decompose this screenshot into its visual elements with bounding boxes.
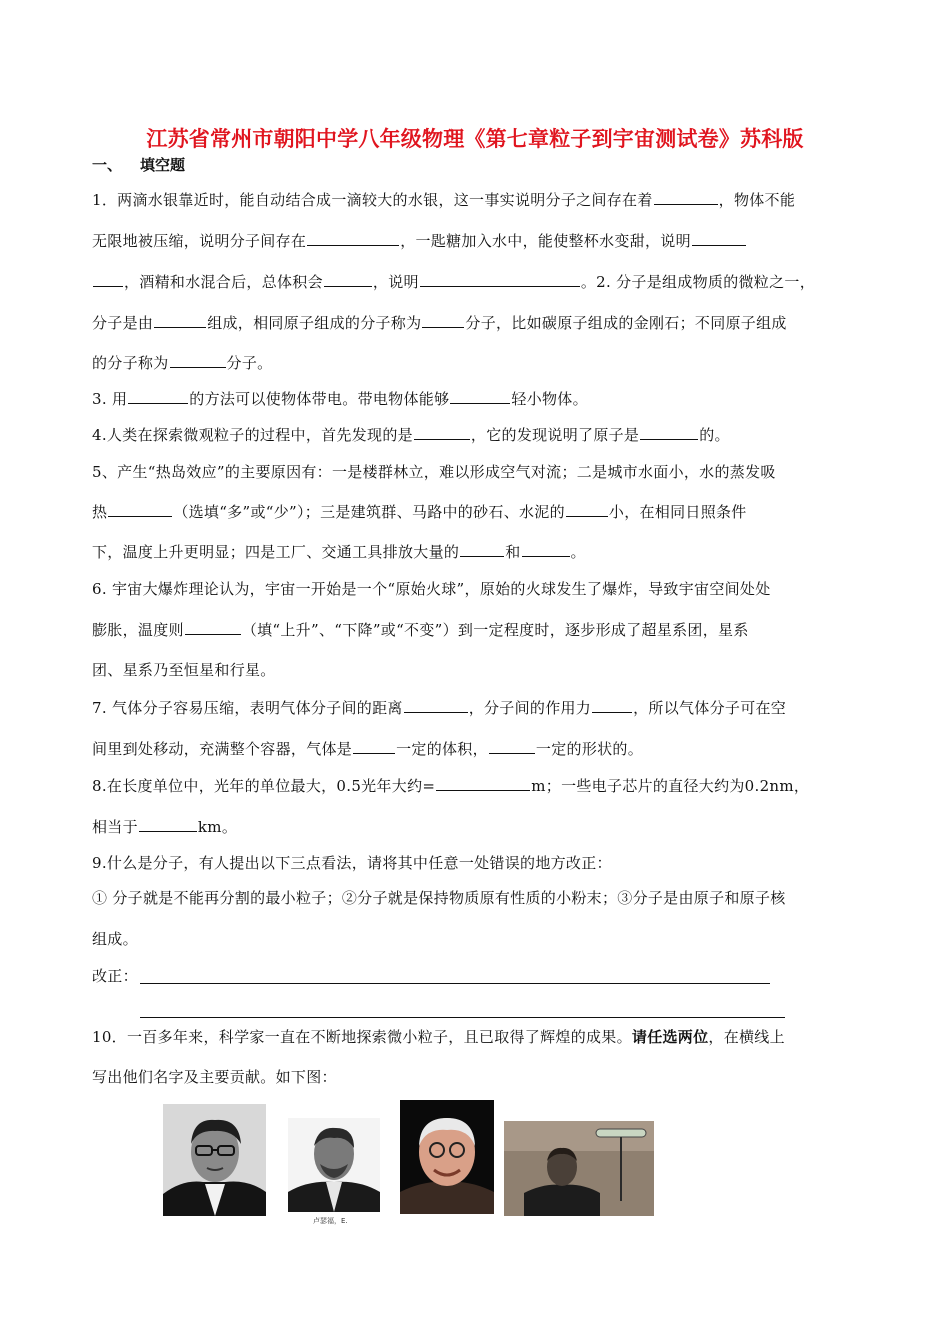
blank[interactable] — [450, 389, 510, 404]
blank[interactable] — [108, 502, 172, 517]
question-7-line-1: 7. 气体分子容易压缩，表明气体分子间的距离 ，分子间的作用力 ，所以气体分子可在空 — [92, 699, 787, 717]
blank[interactable] — [404, 698, 468, 713]
question-10-line-1: 10．一百多年来，科学家一直在不断地探索微小粒子，且已取得了辉煌的成果。请任选两位，在横线上 — [92, 1028, 785, 1046]
page-title: 江苏省常州市朝阳中学八年级物理《第七章粒子到宇宙测试卷》苏科版 — [146, 127, 804, 151]
question-2-line-2: 的分子称为 分子。 — [92, 354, 273, 372]
question-10-line-2: 写出他们名字及主要贡献。如下图： — [92, 1068, 337, 1086]
question-1-line-2: 无限地被压缩，说明分子间存在 ，一匙糖加入水中，能使整杯水变甜，说明 — [92, 231, 747, 251]
question-8-line-2: 相当于 km。 — [92, 818, 238, 836]
blank[interactable] — [420, 272, 580, 287]
scientist-photo-1 — [163, 1104, 266, 1216]
question-6-line-1: 6. 宇宙大爆炸理论认为，宇宙一开始是一个“原始火球”，原始的火球发生了爆炸，导致宇宙空间处处 — [92, 580, 771, 598]
question-6-line-3: 团、星系乃至恒星和行星。 — [92, 661, 276, 679]
blank[interactable] — [170, 353, 226, 368]
blank[interactable] — [128, 389, 188, 404]
scientist-photo-4 — [504, 1121, 654, 1216]
blank[interactable] — [414, 425, 470, 440]
blank[interactable] — [692, 231, 746, 246]
question-9-line-1: 9.什么是分子，有人提出以下三点看法，请将其中任意一处错误的地方改正： — [92, 854, 612, 872]
question-3: 3. 用 的方法可以使物体带电。带电物体能够 轻小物体。 — [92, 390, 588, 408]
question-8-line-1: 8.在长度单位中，光年的单位最大，0.5光年大约= m；一些电子芯片的直径大约为0.2nm， — [92, 777, 810, 795]
question-5-line-3: 下，温度上升更明显；四是工厂、交通工具排放大量的 和 。 — [92, 543, 586, 561]
question-9-line-2: ① 分子就是不能再分割的最小粒子；②分子就是保持物质原有性质的小粉末；③分子是由原子和原子核 — [92, 889, 786, 907]
answer-line-1[interactable] — [140, 983, 770, 984]
blank[interactable] — [307, 231, 399, 246]
blank[interactable] — [489, 739, 535, 754]
section-name: 填空题 — [140, 156, 186, 174]
section-number: 一、 — [92, 156, 123, 174]
answer-line-2[interactable] — [140, 1017, 785, 1018]
blank[interactable] — [353, 739, 395, 754]
question-4: 4.人类在探索微观粒子的过程中，首先发现的是 ，它的发现说明了原子是 的。 — [92, 426, 730, 444]
question-1-line-1: 1．两滴水银靠近时，能自动结合成一滴较大的水银，这一事实说明分子之间存在着 ，物体不能 — [92, 191, 796, 209]
blank[interactable] — [185, 620, 241, 635]
blank[interactable] — [93, 272, 123, 287]
question-2-line-1: 分子是由 组成，相同原子组成的分子称为 分子，比如碳原子组成的金刚石；不同原子组成 — [92, 314, 787, 332]
blank[interactable] — [422, 313, 464, 328]
question-5-line-2: 热 （选填“多”或“少”）；三是建筑群、马路中的砂石、水泥的 小，在相同日照条件 — [92, 503, 747, 521]
question-9-line-3: 组成。 — [92, 930, 138, 948]
blank[interactable] — [324, 272, 372, 287]
blank[interactable] — [592, 698, 632, 713]
question-7-line-2: 间里到处移动，充满整个容器，气体是 一定的体积， 一定的形状的。 — [92, 740, 644, 758]
section-heading — [92, 154, 185, 175]
question-1-line-3: ，酒精和水混合后，总体积会 ，说明 。2. 分子是组成物质的微粒之一， — [92, 272, 815, 292]
photo-caption: 卢瑟福，E. — [313, 1217, 348, 1225]
blank[interactable] — [654, 190, 718, 205]
blank[interactable] — [640, 425, 698, 440]
scientist-photo-3 — [400, 1100, 494, 1214]
blank[interactable] — [566, 502, 608, 517]
blank[interactable] — [436, 776, 530, 791]
blank[interactable] — [522, 542, 570, 557]
question-5-line-1: 5、产生“热岛效应”的主要原因有：一是楼群林立，难以形成空气对流；二是城市水面小，水的蒸发吸 — [92, 463, 776, 481]
blank[interactable] — [460, 542, 504, 557]
question-9-correction-label: 改正： — [92, 967, 138, 985]
blank[interactable] — [139, 817, 197, 832]
scientist-photo-2 — [288, 1118, 380, 1212]
blank[interactable] — [154, 313, 206, 328]
question-6-line-2: 膨胀，温度则 （填“上升”、“下降”或“不变”）到一定程度时，逐步形成了超星系团，星系 — [92, 621, 749, 639]
